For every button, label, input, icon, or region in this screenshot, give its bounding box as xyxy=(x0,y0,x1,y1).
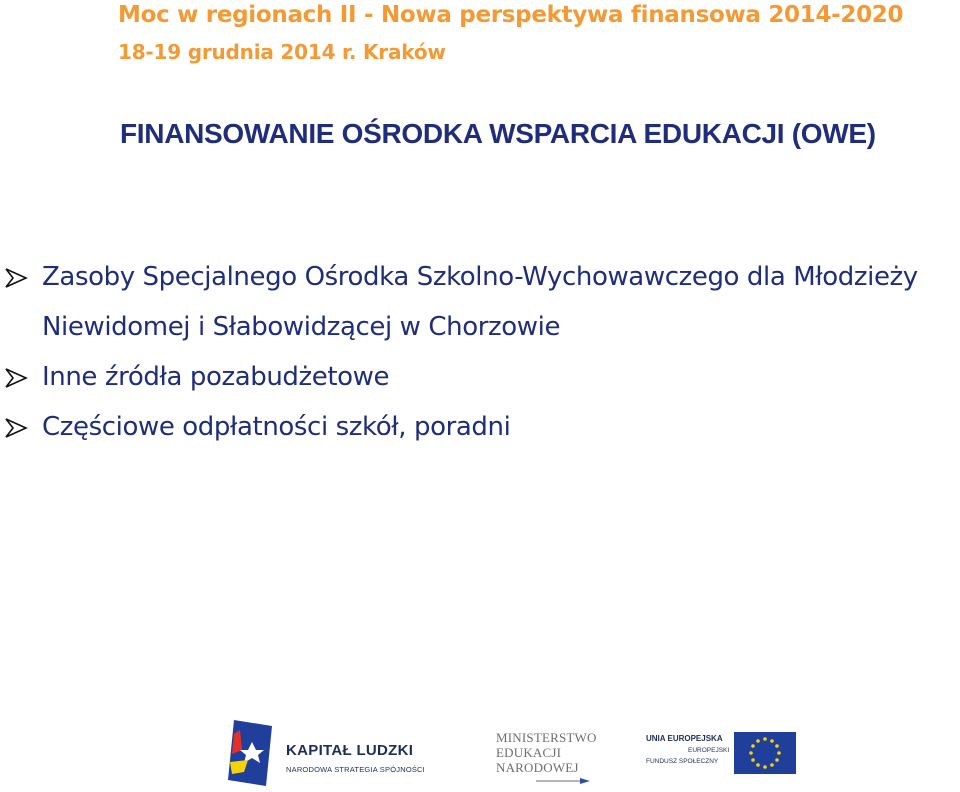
slide-title: FINANSOWANIE OŚRODKA WSPARCIA EDUKACJI (OWE) xyxy=(120,118,876,149)
ministerstwo-edukacji-logo xyxy=(496,730,616,790)
ue-line-3: FUNDUSZ SPOŁECZNY xyxy=(646,758,719,765)
bullet-list xyxy=(0,252,960,452)
ue-line-2: EUROPEJSKI xyxy=(688,747,730,754)
bullet-text: Częściowe odpłatności szkół, poradni xyxy=(42,412,511,442)
kapital-ludzki-subtitle: NARODOWA STRATEGIA SPÓJNOŚCI xyxy=(286,765,425,774)
unia-europejska-logo xyxy=(646,732,796,778)
bullet-text: Zasoby Specjalnego Ośrodka Szkolno-Wychowawczego dla Młodzieży Niewidomej i Słabowidzącej w Chorzowie xyxy=(42,262,918,342)
ue-line-1: UNIA EUROPEJSKA xyxy=(646,734,723,743)
event-date: 18-19 grudnia 2014 r. Kraków xyxy=(118,40,446,64)
arrow-bullet-icon xyxy=(4,352,32,402)
men-line-3: NARODOWEJ xyxy=(496,760,579,775)
event-title: Moc w regionach II - Nowa perspektywa finansowa 2014-2020 xyxy=(118,2,904,28)
kapital-ludzki-mark-icon xyxy=(226,720,280,786)
bullet-item xyxy=(0,352,940,402)
bullet-text: Inne źródła pozabudżetowe xyxy=(42,362,390,392)
arrow-bullet-icon xyxy=(4,402,32,452)
footer-logos xyxy=(0,712,960,792)
arrow-bullet-icon xyxy=(4,252,32,302)
bullet-item xyxy=(0,252,940,352)
men-line-1: MINISTERSTWO xyxy=(496,730,597,745)
men-line-2: EDUKACJI xyxy=(496,745,562,760)
pen-line-icon xyxy=(536,777,592,785)
bullet-item xyxy=(0,402,940,452)
kapital-ludzki-name: KAPITAŁ LUDZKI xyxy=(286,742,414,759)
kapital-ludzki-logo xyxy=(226,720,436,786)
eu-flag-icon xyxy=(734,732,796,774)
